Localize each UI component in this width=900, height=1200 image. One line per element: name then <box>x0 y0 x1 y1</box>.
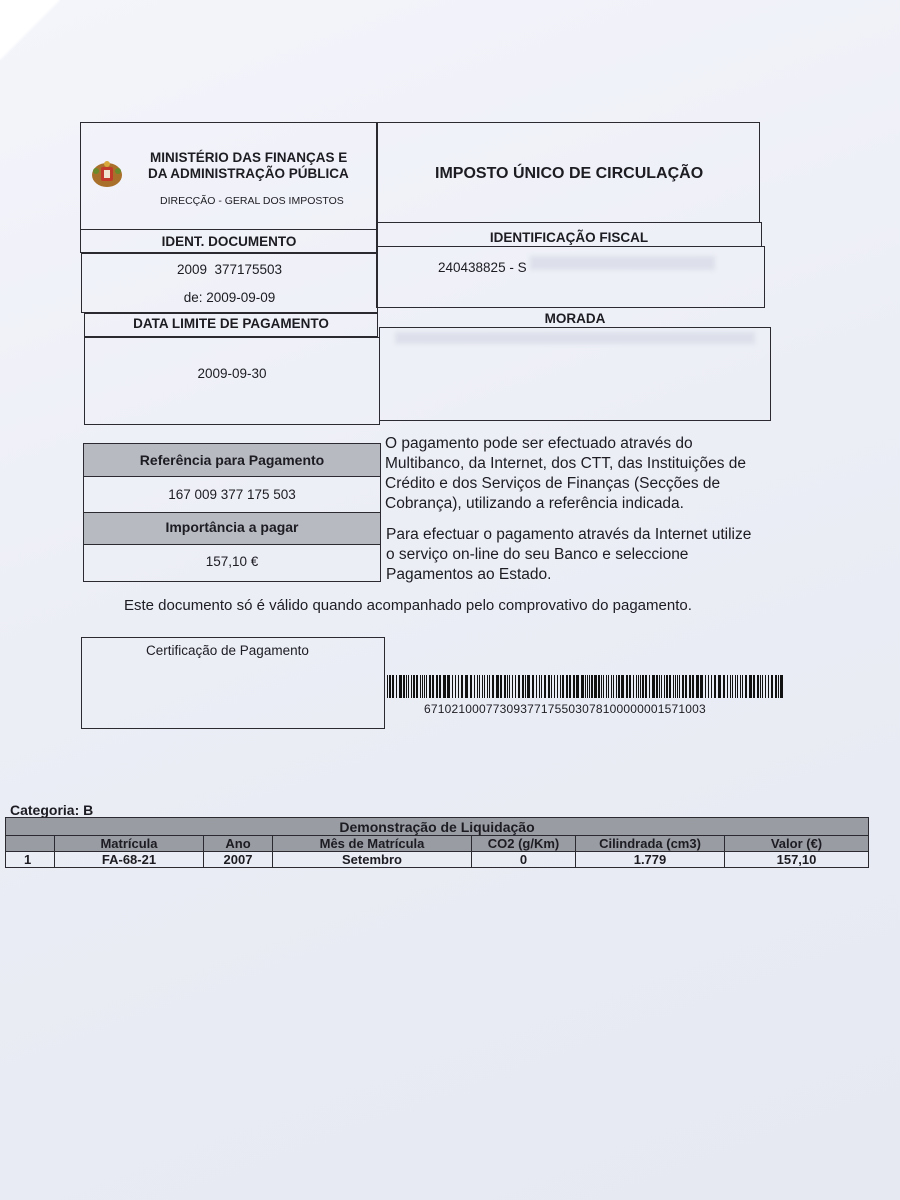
barcode-bar <box>507 675 508 698</box>
barcode-bar <box>554 675 555 698</box>
internet-info-line: o serviço on-line do seu Banco e seleccione <box>386 546 689 563</box>
barcode-bar <box>708 675 709 698</box>
barcode-bar <box>640 675 641 698</box>
barcode-bar <box>780 675 783 698</box>
barcode-bar <box>489 675 490 698</box>
barcode-bar <box>465 675 468 698</box>
table-row <box>6 852 869 868</box>
barcode-bar <box>638 675 639 698</box>
barcode-bar <box>598 675 600 698</box>
barcode-bar <box>581 675 584 698</box>
barcode-bar <box>479 675 480 698</box>
barcode-bar <box>539 675 540 698</box>
barcode-bar <box>621 675 624 698</box>
barcode-bar <box>666 675 668 698</box>
barcode-bar <box>474 675 475 698</box>
barcode-bar <box>673 675 674 698</box>
barcode-bar <box>387 675 388 698</box>
barcode-bar <box>606 675 607 698</box>
barcode-bar <box>778 675 779 698</box>
barcode-bar <box>696 675 699 698</box>
barcode-bar <box>589 675 590 698</box>
barcode-bar <box>509 675 510 698</box>
amount-label: Importância a pagar <box>165 519 299 535</box>
barcode-bar <box>541 675 542 698</box>
barcode-bar <box>645 675 647 698</box>
barcode-bar <box>753 675 755 698</box>
liquidation-title-row <box>6 818 869 836</box>
col-header-displacement: Cilindrada (cm3) <box>576 836 725 852</box>
barcode-bar <box>594 675 597 698</box>
barcode-bar <box>685 675 687 698</box>
barcode-bar <box>608 675 609 698</box>
barcode-bar <box>762 675 763 698</box>
coat-of-arms-icon <box>90 159 124 189</box>
barcode-bar <box>616 675 617 698</box>
ministry-line-1: MINISTÉRIO DAS FINANÇAS E <box>150 150 348 165</box>
barcode-bar <box>692 675 694 698</box>
col-header-index <box>6 836 55 852</box>
direction-label: DIRECÇÃO - GERAL DOS IMPOSTOS <box>160 195 344 207</box>
barcode-bar <box>500 675 502 698</box>
certification-label: Certificação de Pagamento <box>146 643 309 658</box>
payment-info-line: Cobrança), utilizando a referência indicada. <box>385 495 684 512</box>
cell-registration: FA-68-21 <box>55 852 204 868</box>
cell-registration-month: Setembro <box>273 852 472 868</box>
col-header-registration: Matrícula <box>55 836 204 852</box>
barcode-bar <box>661 675 662 698</box>
barcode-bar <box>745 675 747 698</box>
barcode-bar <box>652 675 655 698</box>
barcode-bar <box>633 675 634 698</box>
barcode-bar <box>461 675 463 698</box>
barcode-bar <box>735 675 736 698</box>
barcode-bar <box>626 675 628 698</box>
barcode-bar <box>406 675 407 698</box>
barcode-bar <box>629 675 631 698</box>
liquidation-title: Demonstração de Liquidação <box>6 818 869 836</box>
redacted-name <box>530 256 715 270</box>
col-header-registration-month: Mês de Matrícula <box>273 836 472 852</box>
cell-year: 2007 <box>204 852 273 868</box>
barcode-bar <box>416 675 418 698</box>
barcode-bar <box>455 675 456 698</box>
page-fold <box>0 0 60 60</box>
barcode-bar <box>429 675 431 698</box>
barcode-bar <box>389 675 391 698</box>
internet-info-line: Para efectuar o pagamento através da Internet utilize <box>386 526 752 543</box>
barcode-bar <box>705 675 706 698</box>
barcode-bar <box>765 675 766 698</box>
barcode-bar <box>656 675 658 698</box>
liquidation-table <box>5 817 869 868</box>
barcode-bar <box>413 675 415 698</box>
barcode-bar <box>727 675 728 698</box>
address-label: MORADA <box>544 311 606 326</box>
barcode-bar <box>730 675 731 698</box>
cell-value: 157,10 <box>725 852 869 868</box>
barcode-bar <box>618 675 620 698</box>
barcode-bar <box>436 675 438 698</box>
barcode-bar <box>392 675 394 698</box>
barcode-bar <box>560 675 561 698</box>
ministry-line-2: DA ADMINISTRAÇÃO PÚBLICA <box>148 166 349 181</box>
barcode-bar <box>422 675 423 698</box>
barcode-bar <box>420 675 421 698</box>
barcode-bar <box>566 675 568 698</box>
category-label: Categoria: B <box>10 802 94 818</box>
fiscal-id-label: IDENTIFICAÇÃO FISCAL <box>489 230 649 245</box>
barcode-bar <box>664 675 665 698</box>
barcode-bar <box>548 675 550 698</box>
barcode-bar <box>718 675 721 698</box>
barcode-bar <box>591 675 593 698</box>
barcode-bar <box>504 675 506 698</box>
barcode-bar <box>768 675 769 698</box>
barcode-bar <box>737 675 738 698</box>
barcode-bar <box>732 675 733 698</box>
barcode-bar <box>569 675 571 698</box>
liquidation-header-row <box>6 836 869 852</box>
barcode-bar <box>426 675 427 698</box>
barcode-bar <box>749 675 752 698</box>
amount-value: 157,10 € <box>205 554 259 569</box>
cell-displacement: 1.779 <box>576 852 725 868</box>
barcode-number: 67102100077309377175503078100000001571003 <box>424 702 706 716</box>
barcode-bar <box>487 675 488 698</box>
document-title: IMPOSTO ÚNICO DE CIRCULAÇÃO <box>435 165 704 182</box>
deadline-value: 2009-09-30 <box>197 366 267 381</box>
payment-info-line: Multibanco, da Internet, dos CTT, das Instituições de <box>385 455 746 472</box>
barcode-bar <box>527 675 530 698</box>
barcode-bar <box>562 675 564 698</box>
internet-info-paragraph <box>386 525 778 585</box>
barcode-bar <box>714 675 716 698</box>
deadline-label: DATA LIMITE DE PAGAMENTO <box>133 316 329 331</box>
deadline-cell <box>84 337 380 425</box>
barcode-bar <box>477 675 478 698</box>
barcode-bar <box>399 675 402 698</box>
payment-info-line: O pagamento pode ser efectuado através do <box>385 435 693 452</box>
fiscal-id-value: 240438825 - S <box>438 260 527 275</box>
barcode-bar <box>723 675 725 698</box>
barcode-bar <box>659 675 660 698</box>
barcode-bar <box>742 675 743 698</box>
barcode-bar <box>492 675 494 698</box>
barcode-bar <box>551 675 552 698</box>
barcode-bar <box>557 675 558 698</box>
barcode-bar <box>649 675 650 698</box>
barcode-bar <box>439 675 441 698</box>
barcode-bar <box>642 675 644 698</box>
barcode-bar <box>544 675 546 698</box>
barcode-bar <box>601 675 602 698</box>
barcode-bar <box>576 675 579 698</box>
barcode-bar <box>470 675 472 698</box>
barcode-bar <box>760 675 761 698</box>
internet-info-line: Pagamentos ao Estado. <box>386 566 552 583</box>
barcode-bar <box>396 675 397 698</box>
barcode-bar <box>740 675 741 698</box>
col-header-year: Ano <box>204 836 273 852</box>
cell-index: 1 <box>6 852 55 868</box>
barcode-bar <box>443 675 446 698</box>
barcode-bar <box>636 675 637 698</box>
barcode-bar <box>512 675 513 698</box>
barcode-bar <box>432 675 434 698</box>
barcode-bar <box>424 675 425 698</box>
barcode-bar <box>482 675 483 698</box>
barcode <box>387 675 785 698</box>
barcode-bar <box>587 675 588 698</box>
barcode-bar <box>515 675 516 698</box>
validity-note: Este documento só é válido quando acompanhado pelo comprovativo do pagamento. <box>124 597 692 614</box>
redacted-address <box>395 332 755 344</box>
barcode-bar <box>711 675 712 698</box>
barcode-bar <box>682 675 684 698</box>
barcode-bar <box>585 675 586 698</box>
barcode-bar <box>689 675 691 698</box>
barcode-bar <box>458 675 459 698</box>
barcode-bar <box>603 675 604 698</box>
barcode-bar <box>411 675 412 698</box>
barcode-bar <box>757 675 759 698</box>
barcode-bar <box>613 675 614 698</box>
barcode-bar <box>677 675 678 698</box>
barcode-bar <box>496 675 499 698</box>
col-header-value: Valor (€) <box>725 836 869 852</box>
barcode-bar <box>522 675 524 698</box>
barcode-bar <box>484 675 485 698</box>
ident-document-number: 2009 377175503 <box>176 262 283 277</box>
ident-document-label: IDENT. DOCUMENTO <box>161 234 297 249</box>
payment-info-line: Crédito e dos Serviços de Finanças (Secções de <box>385 475 721 492</box>
reference-value: 167 009 377 175 503 <box>168 487 296 502</box>
barcode-bar <box>573 675 575 698</box>
barcode-bar <box>532 675 534 698</box>
barcode-bar <box>679 675 680 698</box>
barcode-bar <box>452 675 453 698</box>
col-header-co2: CO2 (g/Km) <box>472 836 576 852</box>
ident-document-date: de: 2009-09-09 <box>183 290 276 305</box>
payment-info-paragraph <box>385 434 777 514</box>
barcode-bar <box>611 675 612 698</box>
barcode-bar <box>525 675 526 698</box>
barcode-bar <box>518 675 520 698</box>
barcode-bar <box>700 675 703 698</box>
barcode-bar <box>408 675 409 698</box>
barcode-bar <box>775 675 777 698</box>
barcode-bar <box>447 675 450 698</box>
barcode-bar <box>771 675 773 698</box>
cell-co2: 0 <box>472 852 576 868</box>
barcode-bar <box>403 675 405 698</box>
barcode-bar <box>669 675 671 698</box>
reference-label: Referência para Pagamento <box>139 452 325 468</box>
barcode-bar <box>675 675 676 698</box>
barcode-bar <box>536 675 537 698</box>
